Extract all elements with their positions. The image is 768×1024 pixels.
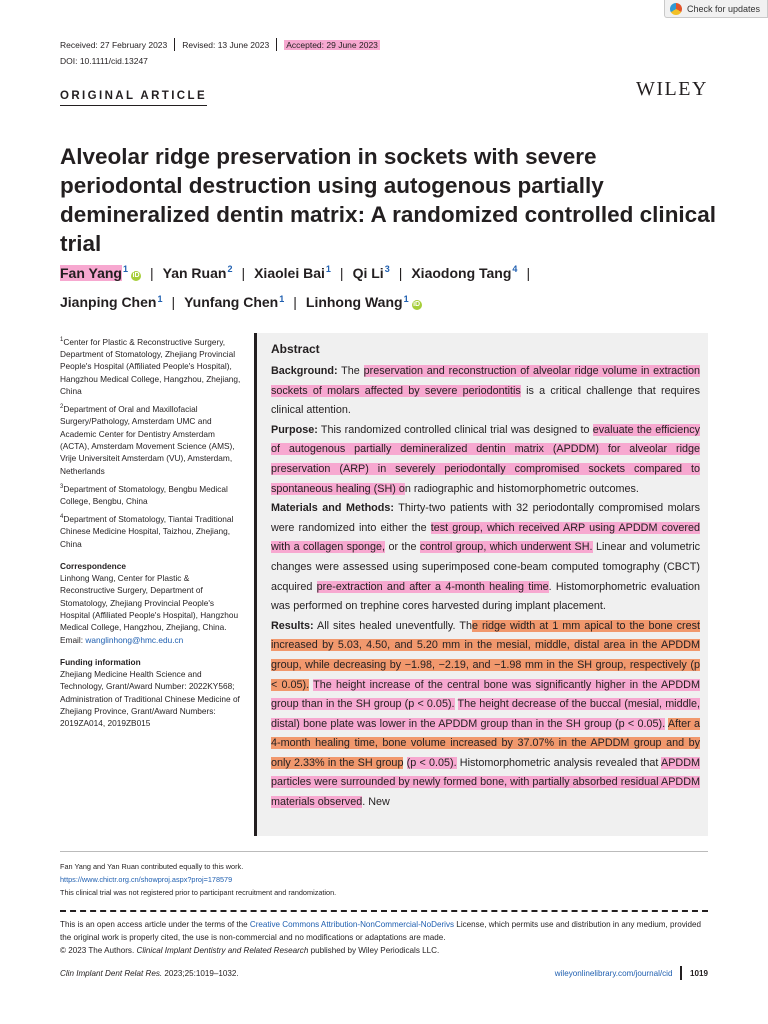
abstract-section-background — [271, 365, 700, 416]
text-run: . Histomorphometric evaluation was performed on trephine cores harvested during implant placement. — [271, 580, 700, 613]
equal-contribution-note: Fan Yang and Yan Ruan contributed equally to this work. — [60, 862, 244, 871]
cc-license-link[interactable]: Creative Commons Attribution-NonCommercial-NoDerivs — [249, 920, 455, 929]
abstract-section-methods — [271, 502, 700, 612]
text-run: Linear and volumetric changes were assessed using superimposed cone-beam computed tomography (CBCT) acquired — [271, 541, 700, 593]
copyright-pre: © 2023 The Authors. — [60, 946, 137, 955]
highlighted-text: e ridge width at 1 mm apical to the bone crest increased by 5.03, 4.50, and 5.20 mm in the mesial, middle, distal area in the APDDM group, while decreasing by −1.98, −2.19, and −1.98 mm in the SH group, respectively (p < 0.05). — [271, 619, 700, 691]
author-name[interactable]: Xiaodong Tang — [411, 264, 512, 281]
highlighted-text: (p < 0.05). — [406, 756, 457, 769]
funding-heading: Funding information — [60, 656, 141, 667]
methods-label: Materials and Methods: — [271, 502, 394, 515]
author-name[interactable]: Qi Li — [352, 264, 384, 281]
highlighted-text: After a 4-month healing time, bone volume increased by 37.07% in the APDDM group and by only 2.33% in the SH group — [271, 717, 700, 769]
orcid-icon[interactable]: iD — [132, 271, 140, 279]
author-list — [60, 256, 720, 315]
affiliation-number: 1 — [60, 337, 64, 343]
abstract-box — [254, 333, 708, 836]
author-divider: | — [171, 294, 176, 311]
affiliation-text: Department of Stomatology, Tiantai Traditional Chinese Medicine Hospital, Taizhou, Zhejiang, China — [60, 513, 234, 549]
author[interactable] — [163, 265, 233, 281]
text-run: or the — [385, 541, 420, 554]
author-name[interactable]: Jianping Chen — [60, 294, 157, 311]
highlighted-text: evaluate the efficiency of autogenous partially demineralized dentin matrix (APDDM) for alveolar ridge preservation (ARP) in severely periodontally compromised sockets compared to spontaneous healing (SH) o — [271, 423, 701, 495]
affiliation-list — [60, 334, 246, 550]
author-affiliation-number[interactable]: 4 — [512, 264, 518, 274]
affiliation-number: 4 — [60, 514, 64, 521]
email-link[interactable]: wanglinhong@hmc.edu.cn — [85, 634, 184, 645]
license-pre: This is an open access article under the terms of the — [60, 920, 250, 929]
registration-note: This clinical trial was not registered prior to participant recruitment and randomization. — [60, 888, 337, 897]
page-number: 1019 — [689, 968, 708, 978]
affiliation — [60, 511, 246, 550]
author-divider: | — [293, 294, 297, 311]
affiliation-number: 2 — [60, 404, 64, 411]
doi[interactable]: DOI: 10.1111/cid.13247 — [60, 56, 148, 66]
author-divider: | — [398, 264, 403, 281]
abstract-section-purpose — [271, 424, 700, 495]
copyright-line — [60, 944, 708, 957]
license-post: License, which permits use and distribution in any medium, provided the original work is properly cited, the use is non-commercial and no modifications or adaptations are made. — [60, 920, 702, 942]
text-run: Histomorphometric analysis revealed that — [456, 756, 662, 769]
revised-date: Revised: 13 June 2023 — [182, 39, 270, 50]
author-name[interactable]: Fan Yang — [60, 264, 122, 281]
author-affiliation-number[interactable]: 2 — [227, 264, 233, 274]
text-run: Thirty-two patients with 32 periodontally compromised molars were randomized into either the — [271, 502, 701, 534]
methods-text — [271, 502, 700, 612]
funding-text: Zhejiang Medicine Health Science and Technology, Grant/Award Number: 2022KY568; Administration of Traditional Chinese Medicine of Zhejiang Province, Grant/Award Numbers: 2019ZA014, 2019ZB015 — [60, 669, 240, 729]
article-dates — [60, 38, 380, 51]
results-label: Results: — [271, 619, 314, 632]
abstract-text — [271, 362, 700, 813]
abstract-heading: Abstract — [271, 342, 320, 356]
citation — [60, 969, 239, 978]
correspondence-heading: Correspondence — [60, 560, 126, 571]
correspondence-email — [60, 634, 246, 646]
author-name[interactable]: Yunfang Chen — [184, 294, 279, 311]
affiliation-text: Department of Oral and Maxillofacial Surgery/Pathology, Amsterdam UMC and Academic Center for Dentistry Amsterdam (ACTA), Amsterdam Movement Science (AMS), Vrije Universiteit Amsterdam (VU), Amsterdam, Netherlands — [60, 404, 235, 476]
page-footer — [60, 966, 708, 980]
affiliation — [60, 334, 246, 397]
author-affiliation-number[interactable]: 1 — [157, 293, 163, 304]
author-divider: | — [339, 264, 344, 281]
author-name[interactable]: Xiaolei Bai — [254, 264, 325, 281]
author[interactable] — [60, 265, 141, 281]
footer-right — [555, 966, 708, 980]
license-text — [60, 918, 708, 944]
date-divider — [276, 38, 277, 51]
affiliation-text: Department of Stomatology, Bengbu Medical College, Bengbu, China — [60, 483, 228, 506]
author[interactable] — [306, 294, 422, 310]
author[interactable] — [60, 294, 162, 310]
affiliations-column — [60, 334, 246, 730]
highlighted-text: APDDM particles were surrounded by newly formed bone, with partially absorbed residual APDDM materials observed — [271, 756, 701, 809]
author-name[interactable]: Linhong Wang — [305, 294, 403, 311]
author[interactable] — [184, 294, 284, 310]
copyright-post: published by Wiley Periodicals LLC. — [308, 946, 440, 955]
text-run: n radiographic and histomorphometric outcomes. — [404, 482, 639, 495]
author-affiliation-number[interactable]: 1 — [279, 293, 285, 304]
author-divider: | — [241, 264, 246, 281]
affiliation-number: 3 — [60, 483, 64, 490]
received-date: Received: 27 February 2023 — [60, 39, 168, 50]
highlighted-text: The height increase of the central bone was significantly higher in the APDDM group than in the SH group (p < 0.05). — [271, 678, 700, 711]
orcid-icon[interactable]: iD — [413, 301, 421, 309]
purpose-label: Purpose: — [271, 423, 318, 436]
highlighted-text: test group, which received ARP using APDDM covered with a collagen sponge, — [271, 521, 700, 554]
results-text — [271, 620, 700, 808]
highlighted-text: The height decrease of the buccal (mesial, middle, distal) bone plate was lower in the APDDM group than in the SH group (p < 0.05). — [271, 698, 700, 730]
author[interactable] — [254, 265, 331, 281]
author[interactable] — [411, 265, 517, 281]
author-name[interactable]: Yan Ruan — [162, 264, 227, 281]
text-run: . New — [362, 796, 390, 809]
article-type: ORIGINAL ARTICLE — [60, 90, 207, 106]
text-run: This randomized controlled clinical trial was designed to — [317, 423, 593, 436]
author-divider: | — [150, 264, 154, 281]
copyright-journal: Clinical Implant Dentistry and Related Research — [136, 946, 309, 955]
author-divider: | — [526, 264, 531, 281]
author-affiliation-number[interactable]: 1 — [325, 264, 331, 274]
author-affiliation-number[interactable]: 3 — [384, 264, 390, 274]
citation-journal: Clin Implant Dent Relat Res. — [60, 968, 163, 978]
article-title: Alveolar ridge preservation in sockets with severe periodontal destruction using autogenous partially demineralized dentin matrix: A randomized controlled clinical trial — [60, 144, 716, 256]
citation-details: 2023;25:1019–1032. — [162, 968, 239, 978]
affiliation-text: Center for Plastic & Reconstructive Surgery, Department of Stomatology, Zhejiang Provincial People's Hospital (Affiliated People's Hospital), Hangzhou Medical College, Hangzhou, Zhejiang, China — [60, 336, 241, 396]
footer-divider — [680, 966, 682, 980]
date-divider — [174, 38, 175, 51]
accepted-date: Accepted: 29 June 2023 — [286, 39, 378, 50]
check-updates-icon — [670, 3, 682, 15]
check-updates-label: Check for updates — [687, 3, 761, 14]
affiliation — [60, 481, 246, 507]
background-label: Background: — [271, 365, 338, 377]
correspondence-text: Linhong Wang, Center for Plastic & Reconstructive Surgery, Department of Stomatology, Zhejiang Provincial People's Hospital (Affiliated People's Hospital), Hangzhou Medical College, Hangzhou, Zhejiang, China. — [60, 573, 239, 633]
abstract-section-results — [271, 620, 700, 808]
author-affiliation-number[interactable]: 1 — [403, 293, 409, 304]
publisher-logo: WILEY — [636, 78, 708, 100]
trial-registry-link[interactable]: https://www.chictr.org.cn/showproj.aspx?proj=178579 — [60, 875, 233, 884]
journal-site-link[interactable]: wileyonlinelibrary.com/journal/cid — [554, 968, 673, 978]
highlighted-text: preservation and reconstruction of alveolar ridge volume in extraction sockets of molars affected by severe periodontitis — [271, 365, 700, 397]
highlighted-text: pre-extraction and after a 4-month healing time — [316, 580, 549, 593]
affiliation — [60, 401, 246, 477]
author[interactable] — [353, 265, 390, 281]
author-affiliation-number[interactable]: 1 — [122, 264, 128, 274]
purpose-text — [271, 424, 700, 495]
text-run: All sites healed uneventfully. Th — [313, 619, 472, 632]
email-label: Email: — [60, 634, 86, 645]
check-for-updates-button[interactable] — [664, 0, 768, 18]
highlighted-text: control group, which underwent SH. — [419, 541, 593, 554]
footnotes — [60, 851, 708, 899]
license-notice — [60, 910, 708, 957]
text-run: is a critical challenge that requires clinical attention. — [271, 384, 700, 417]
text-run: The — [337, 365, 364, 377]
